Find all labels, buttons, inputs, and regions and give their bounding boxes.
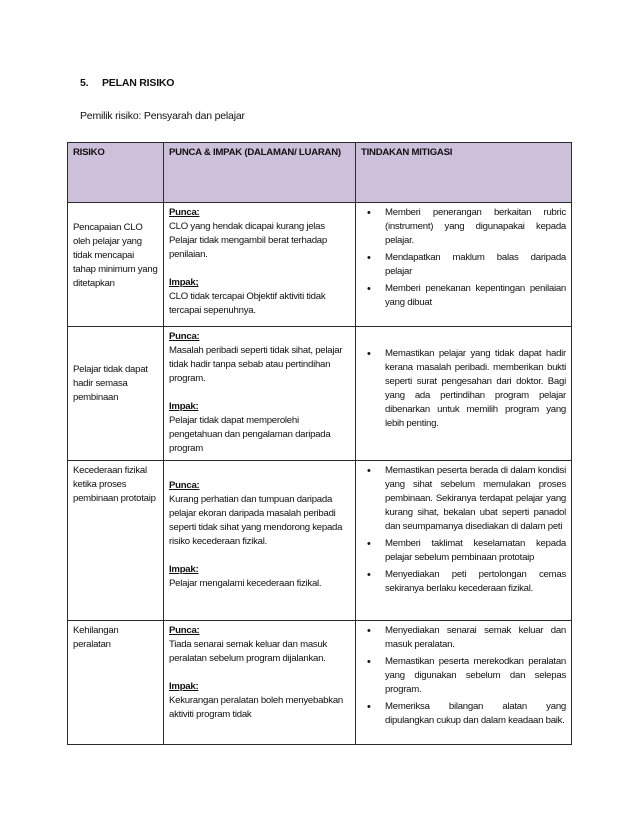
header-risiko: RISIKO: [68, 143, 164, 203]
mitigasi-item: • Memberi taklimat keselamatan kepada pelajar sebelum pembinaan prototaip: [361, 537, 566, 565]
punca-impak-cell: [164, 461, 356, 621]
mitigasi-item: • Memastikan peserta merekodkan peralatan yang digunakan sebelum dan selepas program.: [361, 655, 566, 697]
impak-text: Pelajar mengalami kecederaan fizikal.: [169, 578, 322, 589]
table-row: [68, 327, 572, 461]
punca-label: Punca:: [169, 207, 200, 218]
punca-text: Kurang perhatian dan tumpuan daripada pelajar ekoran daripada masalah peribadi seperti tidak sihat yang mendorong kepada risiko kecederaan fizikal.: [169, 494, 343, 547]
header-punca-impak: PUNCA & IMPAK (DALAMAN/ LUARAN): [164, 143, 356, 203]
mitigasi-list: [361, 206, 566, 310]
risiko-text: Pelajar tidak dapat hadir semasa pembinaan: [73, 364, 148, 403]
punca-text: Masalah peribadi seperti tidak sihat, pelajar tidak hadir tanpa sebab atau pertindihan program.: [169, 345, 343, 384]
punca-label: Punca:: [169, 625, 200, 636]
mitigasi-item: • Memastikan pelajar yang tidak dapat hadir kerana masalah peribadi. memberikan bukti seperti surat pengesahan dari doktor. Bagi yang ada pertindihan program pelajar dibenarkan untuk memilih program yang lebih penting.: [361, 347, 566, 431]
mitigasi-item: • Memberi penerangan berkaitan rubric (instrument) yang digunapakai kepada pelajar.: [361, 206, 566, 248]
section-heading: [80, 77, 174, 89]
mitigasi-item: • Memastikan peserta berada di dalam kondisi yang sihat sebelum memulakan proses pembinaan. Sekiranya terdapat pelajar yang kurang sihat, bekalan ubat seperti panadol dan seumpamanya disediakan di dalam peti: [361, 464, 566, 534]
impak-text: CLO tidak tercapai Objektif aktiviti tidak tercapai sepenuhnya.: [169, 291, 326, 316]
punca-text: CLO yang hendak dicapai kurang jelas Pelajar tidak mengambil berat terhadap penilaian.: [169, 221, 327, 260]
punca-label: Punca:: [169, 331, 200, 342]
risiko-cell: [68, 621, 164, 745]
impak-label: Impak:: [169, 564, 199, 575]
mitigasi-list: [361, 464, 566, 596]
mitigasi-cell: [356, 621, 572, 745]
impak-label: Impak;: [169, 277, 199, 288]
impak-text: Kekurangan peralatan boleh menyebabkan aktiviti program tidak: [169, 695, 343, 720]
section-title: PELAN RISIKO: [102, 77, 175, 89]
mitigasi-cell: [356, 461, 572, 621]
header-tindakan-mitigasi: TINDAKAN MITIGASI: [356, 143, 572, 203]
table-row: [68, 621, 572, 745]
mitigasi-item: • Mendapatkan maklum balas daripada pelajar: [361, 251, 566, 279]
mitigasi-cell: [356, 203, 572, 327]
punca-text: Tiada senarai semak keluar dan masuk peralatan sebelum program dijalankan.: [169, 639, 328, 664]
table-row: [68, 203, 572, 327]
punca-impak-cell: [164, 203, 356, 327]
table-header-row: [68, 143, 572, 203]
risiko-cell: [68, 327, 164, 461]
impak-label: Impak:: [169, 401, 199, 412]
mitigasi-item: • Memeriksa bilangan alatan yang dipulangkan cukup dan dalam keadaan baik.: [361, 700, 566, 728]
risk-table: [67, 142, 572, 745]
section-number: 5.: [80, 77, 89, 89]
risiko-text: Pencapaian CLO oleh pelajar yang tidak mencapai tahap minimum yang ditetapkan: [73, 222, 158, 289]
punca-label: Punca:: [169, 480, 200, 491]
mitigasi-item: • Menyediakan senarai semak keluar dan masuk peralatan.: [361, 624, 566, 652]
mitigasi-item: • Menyediakan peti pertolongan cemas sekiranya berlaku kecederaan fizikal.: [361, 568, 566, 596]
punca-impak-cell: [164, 327, 356, 461]
mitigasi-list: [361, 347, 566, 431]
punca-impak-cell: [164, 621, 356, 745]
risiko-text: Kehilangan peralatan: [73, 625, 119, 650]
impak-text: Pelajar tidak dapat memperolehi pengetahuan dan pengalaman daripada program: [169, 415, 331, 454]
risk-owner: Pemilik risiko: Pensyarah dan pelajar: [80, 110, 245, 122]
risiko-cell: [68, 461, 164, 621]
mitigasi-item: • Memberi penekanan kepentingan penilaian yang dibuat: [361, 282, 566, 310]
risiko-cell: [68, 203, 164, 327]
mitigasi-list: [361, 624, 566, 728]
impak-label: Impak:: [169, 681, 199, 692]
risiko-text: Kecederaan fizikal ketika proses pembinaan prototaip: [73, 465, 156, 504]
table-row: [68, 461, 572, 621]
mitigasi-cell: [356, 327, 572, 461]
